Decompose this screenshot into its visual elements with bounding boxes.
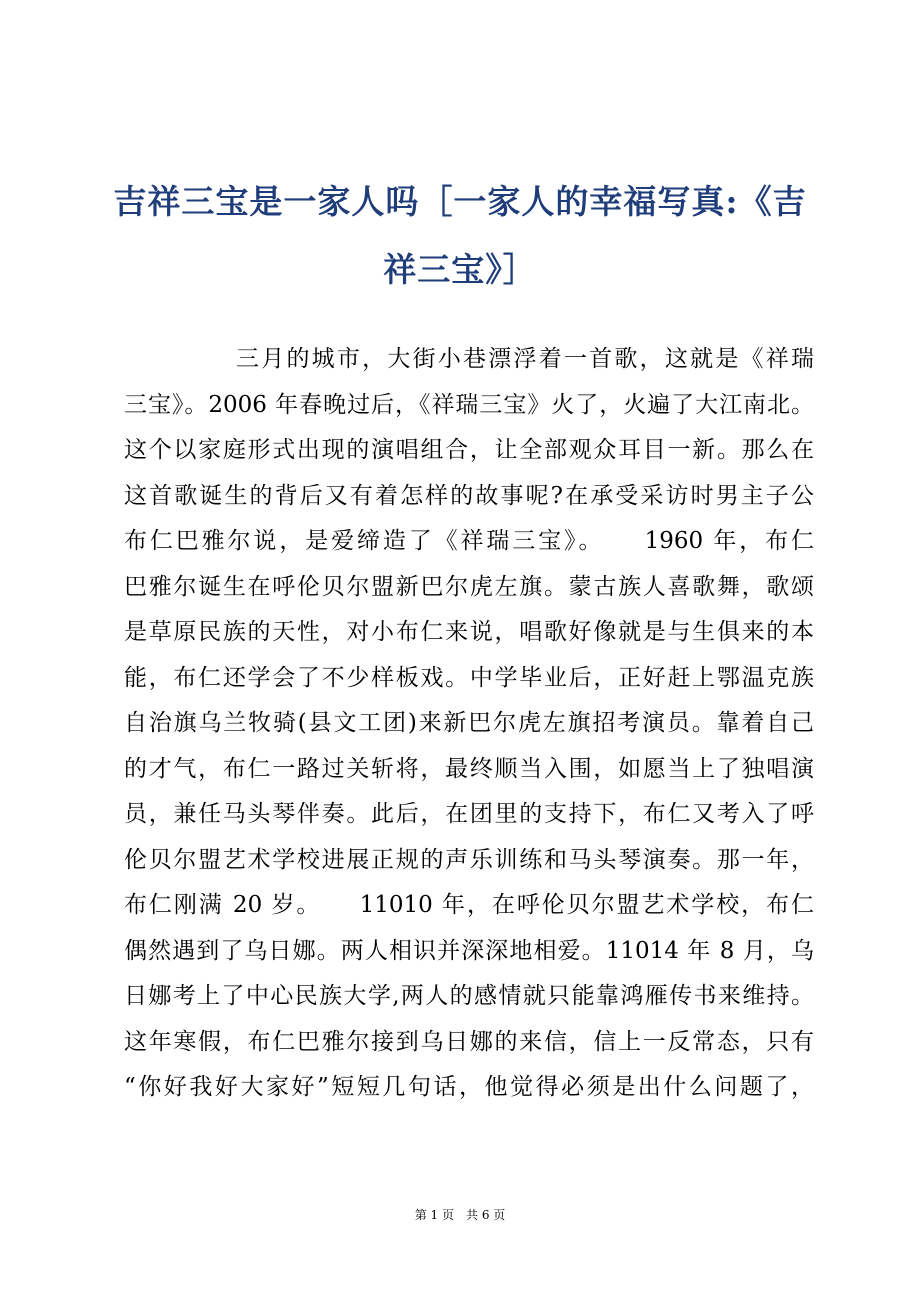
body-line: 能，布仁还学会了不少样板戏。中学毕业后，正好赶上鄂温克族 (124, 664, 814, 691)
body-line: 自治旗乌兰牧骑(县文工团)来新巴尔虎左旗招考演员。靠着自己 (124, 710, 814, 736)
body-line: 的才气，布仁一路过关斩将，最终顺当入围，如愿当上了独唱演 (124, 755, 814, 782)
body-line: 日娜考上了中心民族大学,两人的感情就只能靠鸿雁传书来维持。 (124, 983, 814, 1009)
body-text (124, 337, 814, 1111)
page-footer (0, 1206, 920, 1223)
title-line: 吉祥三宝是一家人吗［一家人的幸福写真:《吉 (113, 182, 807, 221)
body-line: 这首歌诞生的背后又有着怎样的故事呢?在承受采访时男主子公 (124, 482, 814, 509)
body-line: 偶然遇到了乌日娜。两人相识并深深地相爱。11014 年 8 月，乌 (124, 937, 814, 964)
page-number: 第 1 页 共 6 页 (414, 1208, 506, 1222)
body-line: 巴雅尔诞生在呼伦贝尔盟新巴尔虎左旗。蒙古族人喜歌舞，歌颂 (124, 573, 814, 600)
body-line: 是草原民族的天性，对小布仁来说，唱歌好像就是与生俱来的本 (124, 619, 814, 645)
body-line: 布仁刚满 20 岁。 11010 年，在呼伦贝尔盟艺术学校，布仁 (124, 892, 814, 918)
body-line: 员，兼任马头琴伴奏。此后，在团里的支持下，布仁又考入了呼 (124, 801, 814, 827)
body-line: 布仁巴雅尔说，是爱缔造了《祥瑞三宝》。 1960 年，布仁 (124, 528, 814, 554)
body-line: “你好我好大家好”短短几句话，他觉得必须是出什么问题了， (124, 1074, 814, 1100)
title-line: 祥三宝》］ (383, 250, 537, 289)
document-title (100, 168, 820, 304)
body-line: 三月的城市，大街小巷漂浮着一首歌，这就是《祥瑞 (236, 346, 814, 372)
body-line: 三宝》。2006 年春晚过后，《祥瑞三宝》火了，火遍了大江南北。 (124, 391, 814, 418)
body-line: 这个以家庭形式出现的演唱组合，让全部观众耳目一新。那么在 (124, 437, 814, 463)
body-line: 这年寒假，布仁巴雅尔接到乌日娜的来信，信上一反常态，只有 (124, 1028, 814, 1055)
body-line: 伦贝尔盟艺术学校进展正规的声乐训练和马头琴演奏。那一年， (124, 846, 814, 873)
